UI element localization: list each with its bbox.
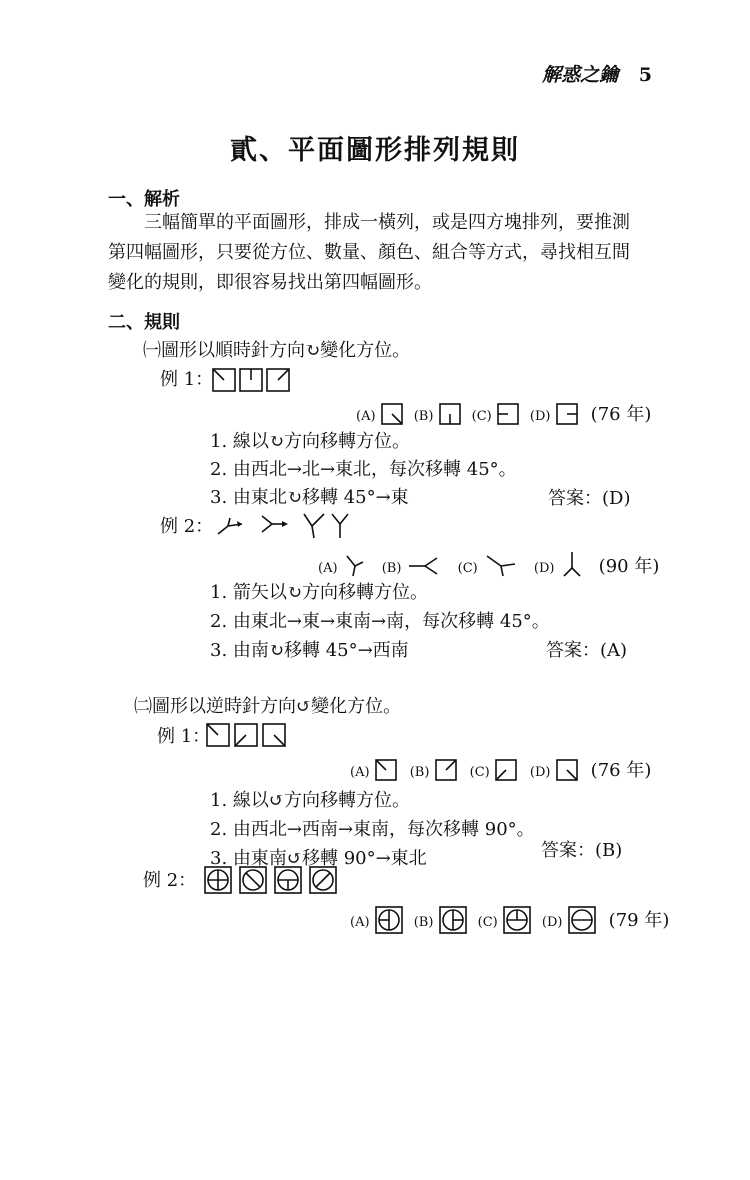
option-b-figure (435, 759, 457, 781)
step: 2. 由西北→西南→東南，每次移轉 90°。 (210, 819, 535, 840)
option-label: (C) (469, 765, 490, 780)
option-c-figure (495, 759, 517, 781)
example-figure-squares-diagonal (206, 723, 290, 747)
option-label: (A) (350, 765, 370, 780)
options-row (350, 754, 651, 782)
option-label: (C) (477, 915, 498, 930)
rule-1-heading: ㈠圖形以順時針方向↻變化方位。 (143, 340, 411, 361)
option-a-figure (343, 552, 367, 578)
step: 2. 由東北→東→東南→南，每次移轉 45°。 (210, 611, 550, 632)
example-label: 例 1： (157, 726, 211, 747)
example-figure-squares-diagonal (212, 368, 292, 392)
option-label: (C) (457, 561, 478, 576)
option-a-figure (375, 906, 403, 934)
clockwise-icon: ↻ (305, 340, 321, 361)
options-row (318, 544, 659, 578)
option-d-figure (556, 759, 578, 781)
page-number: 5 (638, 64, 652, 86)
step: 1. 線以↺方向移轉方位。 (210, 790, 410, 811)
option-b-figure (439, 403, 461, 425)
option-c-figure (483, 552, 519, 578)
option-d-figure (556, 403, 578, 425)
exam-year: (90 年) (598, 556, 660, 577)
example-label: 例 2： (143, 870, 197, 891)
step: 3. 由南↻移轉 45°→西南 (210, 640, 409, 661)
option-c-figure (497, 403, 519, 425)
example-figure-circles (204, 866, 340, 896)
example-label: 例 2： (160, 516, 214, 537)
example-label: 例 1： (160, 369, 214, 390)
steps-list (210, 578, 550, 665)
option-c-figure (503, 906, 531, 934)
option-label: (C) (471, 409, 492, 424)
paragraph-line: 變化的規則，即很容易找出第四幅圖形。 (108, 272, 432, 293)
section-2-heading: 二、規則 (108, 312, 180, 333)
option-label: (A) (350, 915, 370, 930)
option-d-figure (568, 906, 596, 934)
paragraph-line: 三幅簡單的平面圖形，排成一橫列，或是四方塊排列，要推測 (144, 212, 630, 233)
option-label: (D) (529, 765, 551, 780)
running-title: 解惑之鑰 (542, 64, 619, 86)
option-b-figure (439, 906, 467, 934)
option-label: (B) (413, 915, 434, 930)
exam-year: (76 年) (590, 760, 652, 781)
options-row (356, 398, 651, 426)
section-1-paragraph (108, 208, 653, 298)
option-label: (A) (318, 561, 338, 576)
option-b-figure (407, 554, 443, 578)
steps-list (210, 428, 517, 512)
option-a-figure (375, 759, 397, 781)
answer: 答案：(D) (548, 488, 631, 509)
exam-year: (76 年) (590, 404, 652, 425)
option-label: (B) (381, 561, 402, 576)
option-label: (D) (529, 409, 551, 424)
example-figure-arrows (216, 508, 356, 540)
counterclockwise-icon: ↺ (296, 696, 312, 717)
option-label: (B) (413, 409, 434, 424)
section-1-heading: 一、解析 (108, 189, 180, 210)
option-a-figure (381, 403, 403, 425)
option-d-figure (560, 550, 584, 578)
option-label: (A) (356, 409, 376, 424)
options-row (350, 898, 669, 932)
answer: 答案：(A) (546, 640, 628, 661)
option-label: (B) (409, 765, 430, 780)
step: 2. 由西北→北→東北，每次移轉 45°。 (210, 459, 517, 480)
option-label: (D) (541, 915, 563, 930)
running-header (542, 60, 652, 87)
step: 3. 由東北↻移轉 45°→東 (210, 487, 409, 508)
paragraph-line: 第四幅圖形，只要從方位、數量、顏色、組合等方式，尋找相互間 (108, 242, 630, 263)
steps-list (210, 786, 535, 873)
exam-year: (79 年) (608, 910, 670, 931)
option-label: (D) (533, 561, 555, 576)
answer: 答案：(B) (541, 840, 623, 861)
step: 1. 箭矢以↻方向移轉方位。 (210, 582, 428, 603)
step: 3. 由東南↺移轉 90°→東北 (210, 848, 427, 869)
step: 1. 線以↻方向移轉方位。 (210, 431, 410, 452)
rule-2-heading: ㈡圖形以逆時針方向↺變化方位。 (134, 696, 402, 717)
page-title: 貳、平面圖形排列規則 (230, 135, 520, 166)
